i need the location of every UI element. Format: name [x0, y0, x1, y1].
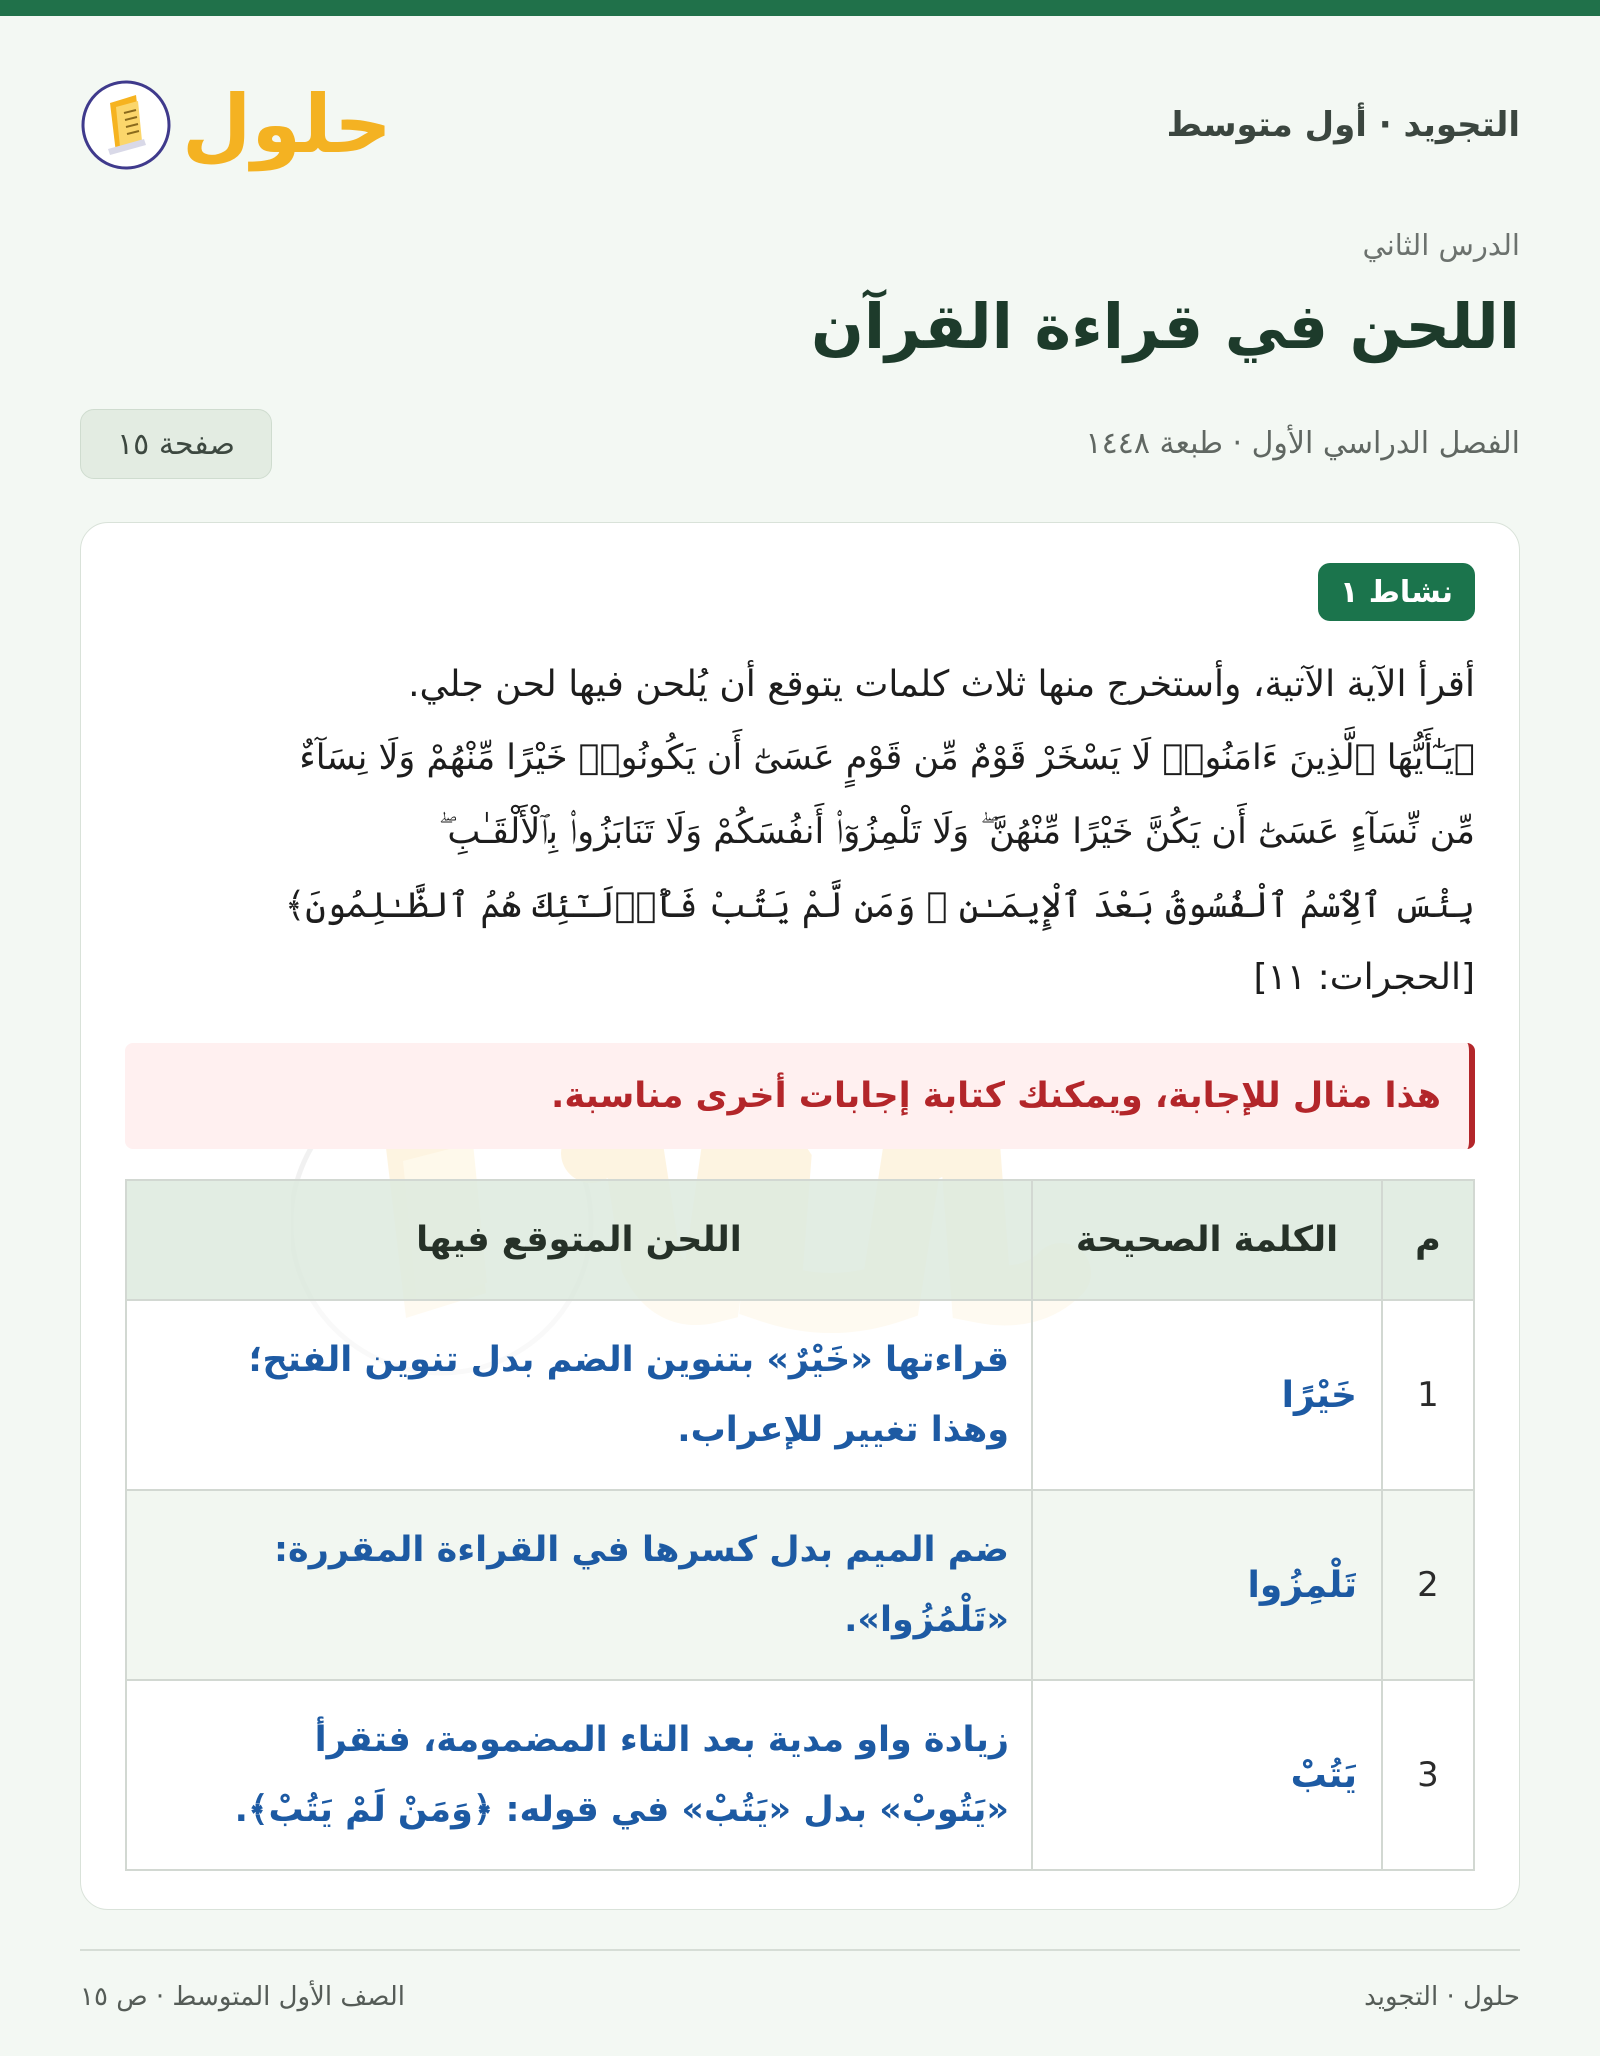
subject-title: التجويد · أول متوسط [1166, 105, 1520, 145]
error-line: «يَتُوبْ» بدل «يَتُبْ» في قوله: ﴿وَمَنْ لَمْ يَتُبْ﴾. [234, 1790, 1009, 1830]
table-header-row [126, 1180, 1474, 1300]
verse-line: بِئْسَ ٱلِٱسْمُ ٱلْفُسُوقُ بَعْدَ ٱلْإِيمَـٰنِ ۚ وَمَن لَّمْ يَتُبْ فَأُو۟لَـٰٓئِكَ هُمُ ٱلظَّـٰلِمُونَ﴾ [284, 886, 1475, 926]
top-accent-bar [0, 0, 1600, 16]
site-logo[interactable] [80, 79, 392, 171]
row-number: 3 [1382, 1680, 1474, 1870]
answer-note [125, 1043, 1475, 1149]
answer-note-text: هذا مثال للإجابة، ويمكنك كتابة إجابات أخرى مناسبة. [551, 1076, 1441, 1116]
footer-grade-page: الصف الأول المتوسط · ص ١٥ [80, 1982, 405, 2012]
error-line: ضم الميم بدل كسرها في القراءة المقررة: [274, 1530, 1009, 1570]
page-title: اللحن في قراءة القرآن [810, 290, 1520, 363]
footer-divider [80, 1949, 1520, 1951]
expected-error [126, 1680, 1032, 1870]
answers-table [125, 1179, 1475, 1871]
page-header [80, 60, 1520, 190]
verse-reference: [الحجرات: ١١] [1253, 957, 1475, 998]
error-line: قراءتها «خَيْرٌ» بتنوين الضم بدل تنوين الفتح؛ [248, 1340, 1009, 1380]
page-number-badge: صفحة ١٥ [80, 409, 272, 479]
correct-word: تَلْمِزُوا [1032, 1490, 1382, 1680]
expected-error [126, 1490, 1032, 1680]
activity-text [125, 649, 1475, 1013]
activity-badge: نشاط ١ [1318, 563, 1475, 621]
error-line: زيادة واو مدية بعد التاء المضمومة، فتقرأ [314, 1720, 1009, 1760]
header-expected-error: اللحن المتوقع فيها [126, 1180, 1032, 1300]
error-line: «تَلْمُزُوا». [844, 1600, 1009, 1640]
logo-wordmark: حلول [182, 78, 392, 171]
table-row [126, 1490, 1474, 1680]
footer-site-subject: حلول · التجويد [1364, 1982, 1520, 2012]
row-number: 2 [1382, 1490, 1474, 1680]
row-number: 1 [1382, 1300, 1474, 1490]
header-number: م [1382, 1180, 1474, 1300]
activity-instruction: أقرأ الآية الآتية، وأستخرج منها ثلاث كلمات يتوقع أن يُلحن فيها لحن جلي. [408, 664, 1475, 705]
edition-meta: الفصل الدراسي الأول · طبعة ١٤٤٨ [1085, 426, 1520, 461]
verse-line: ﴿يَـٰٓأَيُّهَا ٱلَّذِينَ ءَامَنُوا۟ لَا يَسْخَرْ قَوْمٌ مِّن قَوْمٍ عَسَىٰٓ أَن يَكُونُوا۟ خَيْرًا مِّنْهُمْ وَلَا نِسَآءٌ [299, 738, 1475, 778]
header-correct-word: الكلمة الصحيحة [1032, 1180, 1382, 1300]
lesson-number: الدرس الثاني [1362, 228, 1520, 262]
book-icon [80, 79, 172, 171]
correct-word: يَتُبْ [1032, 1680, 1382, 1870]
verse-line: مِّن نِّسَآءٍ عَسَىٰٓ أَن يَكُنَّ خَيْرًا مِّنْهُنَّ ۖ وَلَا تَلْمِزُوٓا۟ أَنفُسَكُمْ وَلَا تَنَابَزُوا۟ بِٱلْأَلْقَـٰبِ ۖ [438, 812, 1475, 852]
correct-word: خَيْرًا [1032, 1300, 1382, 1490]
activity-card [80, 522, 1520, 1910]
table-row [126, 1680, 1474, 1870]
error-line: وهذا تغيير للإعراب. [677, 1410, 1009, 1450]
expected-error [126, 1300, 1032, 1490]
table-row [126, 1300, 1474, 1490]
